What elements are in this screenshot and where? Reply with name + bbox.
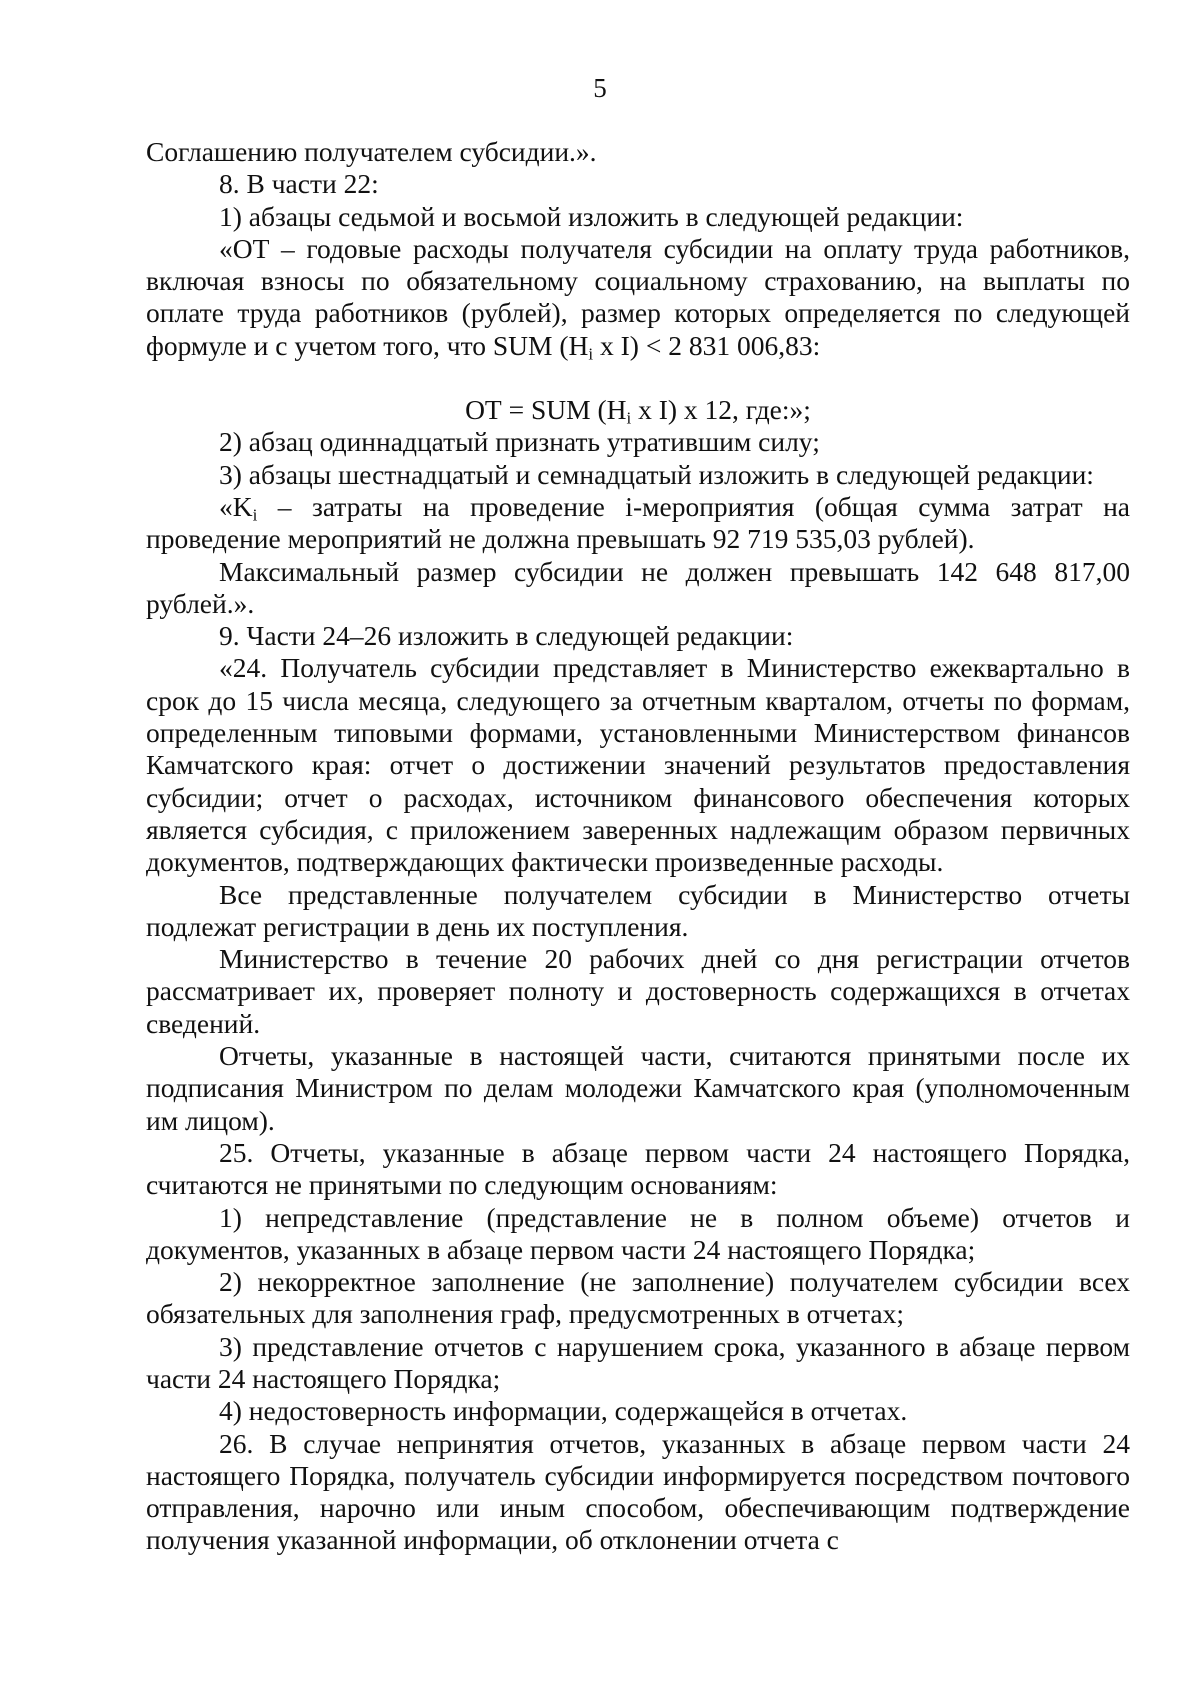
subscript: i — [252, 505, 258, 525]
paragraph: 26. В случае непринятия отчетов, указанных в абзаце первом части 24 настоящего Порядка, получатель субсидии информируется посредством почтового отправления, нарочно или иным способом, обеспечивающим подтверждение получения указанной информации, об отклонении отчета с — [146, 1427, 1130, 1556]
paragraph: 2) абзац одиннадцатый признать утратившим силу; — [219, 426, 820, 458]
paragraph: Максимальный размер субсидии не должен превышать 142 648 817,00 рублей.». — [146, 555, 1130, 619]
paragraph: 4) недостоверность информации, содержащейся в отчетах. — [219, 1395, 908, 1427]
paragraph: 9. Части 24–26 изложить в следующей редакции: — [219, 620, 794, 652]
page-number: 5 — [593, 73, 607, 103]
document-body — [146, 136, 1130, 1557]
text-run: – затраты на проведение i-мероприятия (общая сумма затрат на проведение мероприятий не должна превышать 92 719 535,03 рублей). — [146, 490, 1130, 555]
paragraph: 1) абзацы седьмой и восьмой изложить в следующей редакции: — [219, 200, 964, 232]
paragraph: 3) абзацы шестнадцатый и семнадцатый изложить в следующей редакции: — [219, 458, 1094, 490]
paragraph: Все представленные получателем субсидии в Министерство отчеты подлежат регистрации в день их поступления. — [146, 878, 1130, 942]
text-run: «ОТ – годовые расходы получателя субсидии на оплату труда работников, включая взносы по обязательному социальному страхованию, на выплаты по оплате труда работников (рублей), размер которых определяется по следующей формуле и с учетом того, что SUM (H — [146, 232, 1130, 361]
paragraph: 2) некорректное заполнение (не заполнение) получателем субсидии всех обязательных для заполнения граф, предусмотренных в отчетах; — [146, 1266, 1130, 1330]
paragraph: 1) непредставление (представление не в полном объеме) отчетов и документов, указанных в абзаце первом части 24 настоящего Порядка; — [146, 1201, 1130, 1265]
paragraph: 8. В части 22: — [219, 168, 379, 200]
paragraph: Соглашению получателем субсидии.». — [146, 136, 597, 167]
text-run: «K — [219, 490, 253, 522]
paragraph: Министерство в течение 20 рабочих дней со дня регистрации отчетов рассматривает их, проверяет полноту и достоверность содержащихся в отчетах сведений. — [146, 943, 1130, 1039]
paragraph — [146, 233, 1130, 362]
subscript: i — [588, 344, 594, 364]
paragraph: Отчеты, указанные в настоящей части, считаются принятыми после их подписания Министром по делам молодежи Камчатского края (уполномоченным им лицом). — [146, 1040, 1130, 1136]
paragraph: 3) представление отчетов с нарушением срока, указанного в абзаце первом части 24 настоящего Порядка; — [146, 1330, 1130, 1394]
paragraph: «24. Получатель субсидии представляет в Министерство ежеквартально в срок до 15 числа месяца, следующего за отчетным кварталом, отчеты по формам, определенным типовыми формами, установленными Министерством финансов Камчатского края: отчет о достижении значений результатов предоставления субсидии; отчет о расходах, источником финансового обеспечения которых является субсидия, с приложением заверенных надлежащим образом первичных документов, подтверждающих фактически произведенные расходы. — [146, 652, 1130, 878]
text-run: ОТ = SUM (H — [465, 394, 627, 426]
paragraph — [146, 491, 1130, 556]
paragraph: 25. Отчеты, указанные в абзаце первом части 24 настоящего Порядка, считаются не принятыми по следующим основаниям: — [146, 1136, 1130, 1201]
subscript: i — [626, 408, 632, 428]
text-run: x I) < 2 831 006,83: — [593, 329, 821, 361]
text-run: x I) x 12, где:»; — [631, 394, 811, 426]
formula — [146, 394, 1130, 426]
